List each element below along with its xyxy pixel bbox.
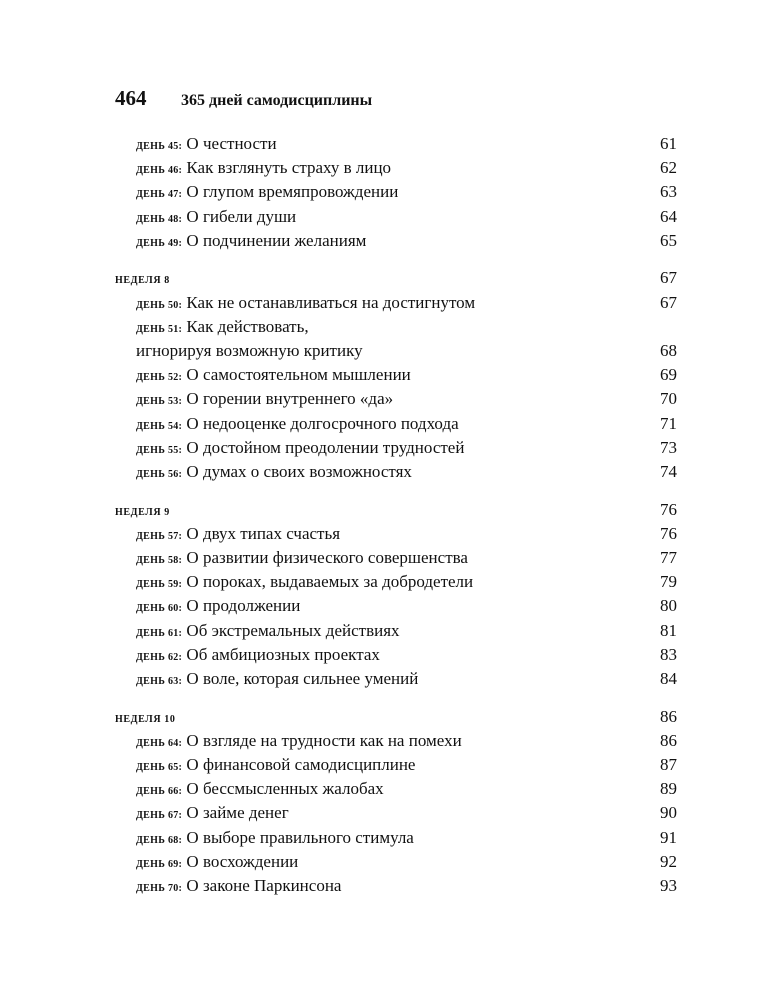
page-ref: 68 bbox=[660, 341, 677, 360]
day-label: ДЕНЬ 57: bbox=[136, 530, 183, 542]
page-ref: 64 bbox=[660, 206, 677, 226]
entry-title: О самостоятельном мышлении bbox=[186, 365, 411, 385]
entry-title: игнорируя возможную критику bbox=[136, 341, 363, 360]
day-label: ДЕНЬ 52: bbox=[136, 372, 183, 384]
day-label: ДЕНЬ 55: bbox=[136, 444, 183, 456]
toc-entry[interactable] bbox=[115, 850, 677, 874]
page-ref: 77 bbox=[660, 548, 677, 567]
day-label: ДЕНЬ 62: bbox=[136, 651, 183, 663]
page-ref: 70 bbox=[660, 389, 677, 409]
toc-entry[interactable] bbox=[115, 826, 677, 850]
entry-title: О думах о своих возможностях bbox=[186, 461, 412, 481]
page-ref: 81 bbox=[660, 620, 677, 640]
entry-title: О взгляде на трудности как на помехи bbox=[186, 730, 462, 750]
entry-title: О достойном преодолении трудностей bbox=[186, 437, 465, 457]
entry-title: О финансовой самодисциплине bbox=[186, 755, 416, 774]
day-label: ДЕНЬ 70: bbox=[136, 882, 183, 894]
table-of-contents bbox=[115, 132, 677, 898]
week-label: НЕДЕЛЯ 8 bbox=[115, 275, 170, 287]
page-ref: 61 bbox=[660, 134, 677, 153]
page-ref: 79 bbox=[660, 572, 677, 592]
page-ref: 93 bbox=[660, 875, 677, 895]
toc-entry[interactable] bbox=[115, 339, 677, 363]
day-label: ДЕНЬ 46: bbox=[136, 165, 183, 177]
entry-title: О подчинении желаниям bbox=[186, 230, 367, 250]
page-ref: 86 bbox=[660, 730, 677, 750]
toc-entry[interactable] bbox=[115, 619, 677, 643]
page-ref: 65 bbox=[660, 230, 677, 250]
toc-entry[interactable] bbox=[115, 363, 677, 387]
toc-entry[interactable] bbox=[115, 874, 677, 898]
entry-title: Как взглянуть страху в лицо bbox=[186, 158, 392, 178]
entry-title: Об экстремальных действиях bbox=[186, 620, 400, 640]
toc-entry[interactable] bbox=[115, 460, 677, 484]
page-ref: 62 bbox=[660, 158, 677, 178]
page-ref: 71 bbox=[660, 413, 677, 433]
toc-entry[interactable] bbox=[115, 594, 677, 618]
day-label: ДЕНЬ 53: bbox=[136, 396, 183, 408]
toc-entry[interactable] bbox=[115, 412, 677, 436]
section-gap bbox=[115, 253, 677, 267]
page-ref: 87 bbox=[660, 755, 677, 774]
page-ref: 86 bbox=[660, 706, 677, 726]
entry-title: О законе Паркинсона bbox=[186, 875, 342, 895]
page-ref: 91 bbox=[660, 827, 677, 847]
entry-title: О выборе правильного стимула bbox=[186, 827, 414, 847]
toc-entry[interactable] bbox=[115, 132, 677, 156]
day-label: ДЕНЬ 50: bbox=[136, 299, 183, 311]
day-label: ДЕНЬ 59: bbox=[136, 579, 183, 591]
day-label: ДЕНЬ 60: bbox=[136, 603, 183, 615]
page-ref: 76 bbox=[660, 523, 677, 543]
entry-title: О бессмысленных жалобах bbox=[186, 779, 384, 799]
entry-title: О воле, которая сильнее умений bbox=[186, 668, 419, 688]
entry-title: О восхождении bbox=[186, 851, 299, 871]
entry-title: Об амбициозных проектах bbox=[186, 644, 380, 664]
toc-entry[interactable] bbox=[115, 546, 677, 570]
day-label: ДЕНЬ 48: bbox=[136, 213, 183, 225]
entry-title: О продолжении bbox=[186, 596, 301, 616]
entry-title: О недооценке долгосрочного подхода bbox=[186, 413, 459, 433]
entry-title: Как не останавливаться на достигнутом bbox=[186, 292, 476, 312]
entry-title: О пороках, выдаваемых за добродетели bbox=[186, 572, 474, 592]
page-ref: 83 bbox=[660, 644, 677, 664]
toc-entry[interactable] bbox=[115, 156, 677, 180]
page-ref: 74 bbox=[660, 461, 677, 481]
day-label: ДЕНЬ 61: bbox=[136, 627, 183, 639]
entry-title: О двух типах счастья bbox=[186, 523, 341, 543]
day-label: ДЕНЬ 58: bbox=[136, 555, 183, 566]
book-title: 365 дней самодисциплины bbox=[181, 92, 373, 109]
page-ref: 76 bbox=[660, 499, 677, 519]
entry-title: О глупом времяпровождении bbox=[186, 182, 399, 202]
page-header bbox=[115, 86, 372, 111]
toc-entry[interactable] bbox=[115, 387, 677, 411]
toc-entry[interactable] bbox=[115, 315, 677, 339]
week-label: НЕДЕЛЯ 9 bbox=[115, 506, 170, 518]
toc-week-heading[interactable] bbox=[115, 266, 677, 290]
page-ref: 67 bbox=[660, 292, 677, 312]
page-ref: 92 bbox=[660, 851, 677, 871]
toc-entry[interactable] bbox=[115, 667, 677, 691]
page-ref: 84 bbox=[660, 668, 677, 688]
day-label: ДЕНЬ 69: bbox=[136, 858, 183, 870]
toc-entry[interactable] bbox=[115, 570, 677, 594]
toc-entry[interactable] bbox=[115, 777, 677, 801]
page-ref: 73 bbox=[660, 437, 677, 457]
day-label: ДЕНЬ 47: bbox=[136, 189, 183, 201]
page-ref: 69 bbox=[660, 365, 677, 385]
day-label: ДЕНЬ 63: bbox=[136, 675, 183, 687]
toc-week-heading[interactable] bbox=[115, 705, 677, 729]
toc-entry[interactable] bbox=[115, 729, 677, 753]
toc-week-heading[interactable] bbox=[115, 498, 677, 522]
day-label: ДЕНЬ 51: bbox=[136, 323, 183, 335]
section-gap bbox=[115, 484, 677, 498]
toc-entry[interactable] bbox=[115, 436, 677, 460]
entry-title: О займе денег bbox=[186, 803, 289, 823]
page-ref: 89 bbox=[660, 779, 677, 799]
entry-title: Как действовать, bbox=[186, 316, 309, 336]
entry-title: О честности bbox=[186, 134, 277, 153]
day-label: ДЕНЬ 66: bbox=[136, 786, 183, 798]
page-ref: 67 bbox=[660, 268, 677, 288]
day-label: ДЕНЬ 64: bbox=[136, 737, 183, 749]
toc-entry[interactable] bbox=[115, 522, 677, 546]
toc-entry[interactable] bbox=[115, 229, 677, 253]
toc-entry[interactable] bbox=[115, 801, 677, 825]
day-label: ДЕНЬ 56: bbox=[136, 468, 183, 480]
toc-entry[interactable] bbox=[115, 753, 677, 777]
day-label: ДЕНЬ 49: bbox=[136, 237, 183, 249]
toc-entry[interactable] bbox=[115, 643, 677, 667]
week-label: НЕДЕЛЯ 10 bbox=[115, 713, 176, 725]
toc-entry[interactable] bbox=[115, 205, 677, 229]
day-label: ДЕНЬ 65: bbox=[136, 762, 183, 773]
day-label: ДЕНЬ 68: bbox=[136, 834, 183, 846]
day-label: ДЕНЬ 45: bbox=[136, 141, 183, 152]
entry-title: О развитии физического совершенства bbox=[186, 548, 468, 567]
page-number: 464 bbox=[115, 86, 147, 110]
day-label: ДЕНЬ 67: bbox=[136, 810, 183, 822]
page-ref: 80 bbox=[660, 596, 677, 616]
toc-entry[interactable] bbox=[115, 291, 677, 315]
page-ref: 90 bbox=[660, 803, 677, 823]
entry-title: О гибели души bbox=[186, 206, 297, 226]
section-gap bbox=[115, 691, 677, 705]
day-label: ДЕНЬ 54: bbox=[136, 420, 183, 432]
entry-title: О горении внутреннего «да» bbox=[186, 389, 394, 409]
toc-entry[interactable] bbox=[115, 180, 677, 204]
page-ref: 63 bbox=[660, 182, 677, 202]
